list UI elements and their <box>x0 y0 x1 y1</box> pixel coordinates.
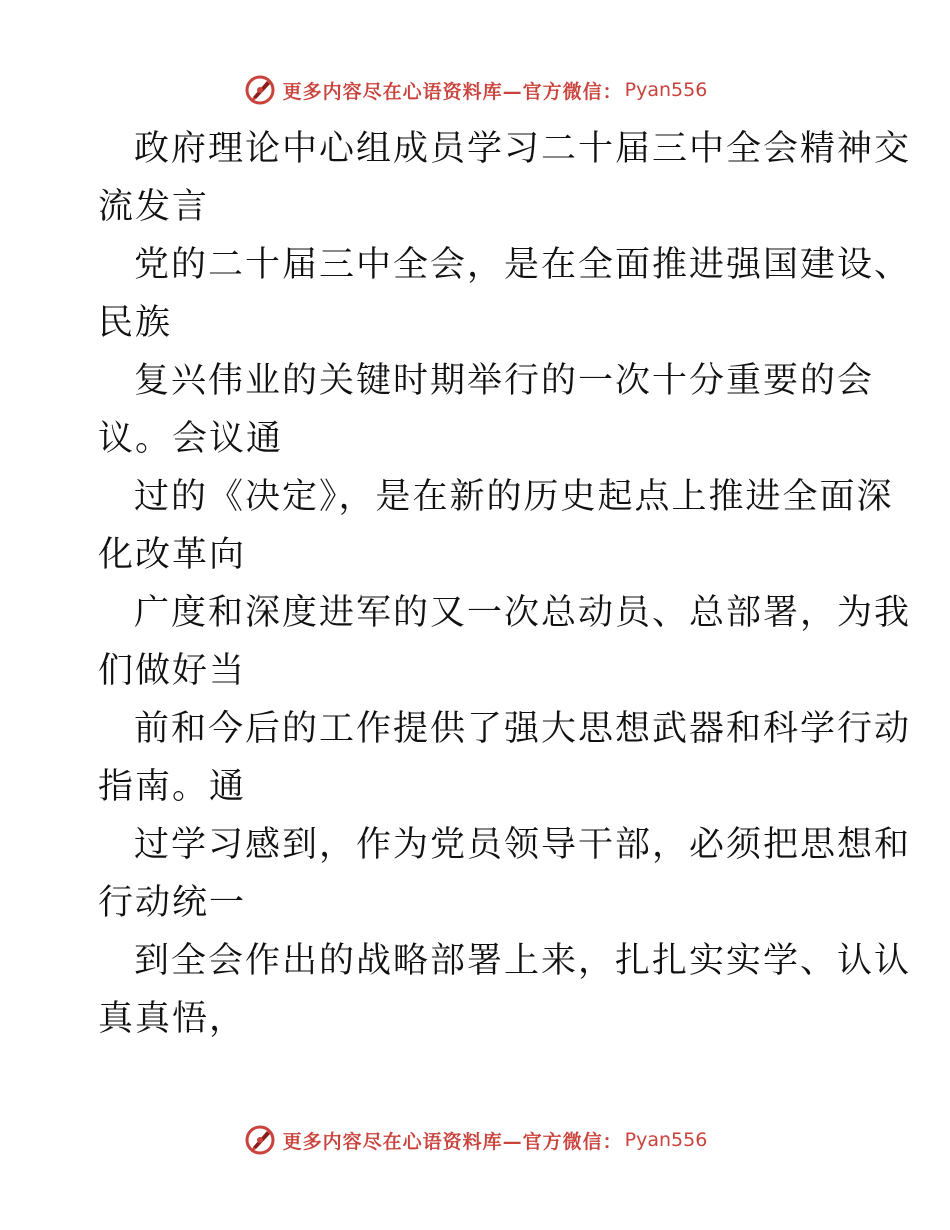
text-line: 前和今后的工作提供了强大思想武器和科学行动 <box>134 709 912 749</box>
banner-site-text: 更多内容尽在心语资料库—官方微信： <box>282 80 623 103</box>
text-line: 流发言 <box>98 187 210 227</box>
banner-site-text: 更多内容尽在心语资料库—官方微信： <box>282 1130 623 1153</box>
text-line: 复兴伟业的关键时期举行的一次十分重要的会 <box>134 361 875 401</box>
footer-banner <box>0 1120 950 1160</box>
text-line: 过的《决定》，是在新的历史起点上推进全面深 <box>134 477 894 517</box>
text-line: 广度和深度进军的又一次总动员、总部署，为我 <box>134 593 912 633</box>
text-line: 指南。通 <box>98 767 247 807</box>
text-line: 化改革向 <box>98 535 247 575</box>
quill-pen-seal-icon <box>243 73 277 107</box>
text-line: 民族 <box>98 303 173 343</box>
text-line: 真真悟， <box>98 999 247 1039</box>
banner-wechat-id: Pyan556 <box>624 1129 708 1151</box>
document-body <box>98 120 912 1048</box>
text-line: 们做好当 <box>98 651 247 691</box>
quill-pen-seal-icon <box>243 1123 277 1157</box>
header-banner <box>0 70 950 110</box>
text-line: 到全会作出的战略部署上来，扎扎实实学、认认 <box>134 941 912 981</box>
text-line: 行动统一 <box>98 883 247 923</box>
banner-wechat-id: Pyan556 <box>624 79 708 101</box>
text-line: 党的二十届三中全会，是在全面推进强国建设、 <box>134 245 912 285</box>
text-line: 过学习感到，作为党员领导干部，必须把思想和 <box>134 825 912 865</box>
text-line: 议。会议通 <box>98 419 284 459</box>
text-line: 政府理论中心组成员学习二十届三中全会精神交 <box>134 129 912 169</box>
